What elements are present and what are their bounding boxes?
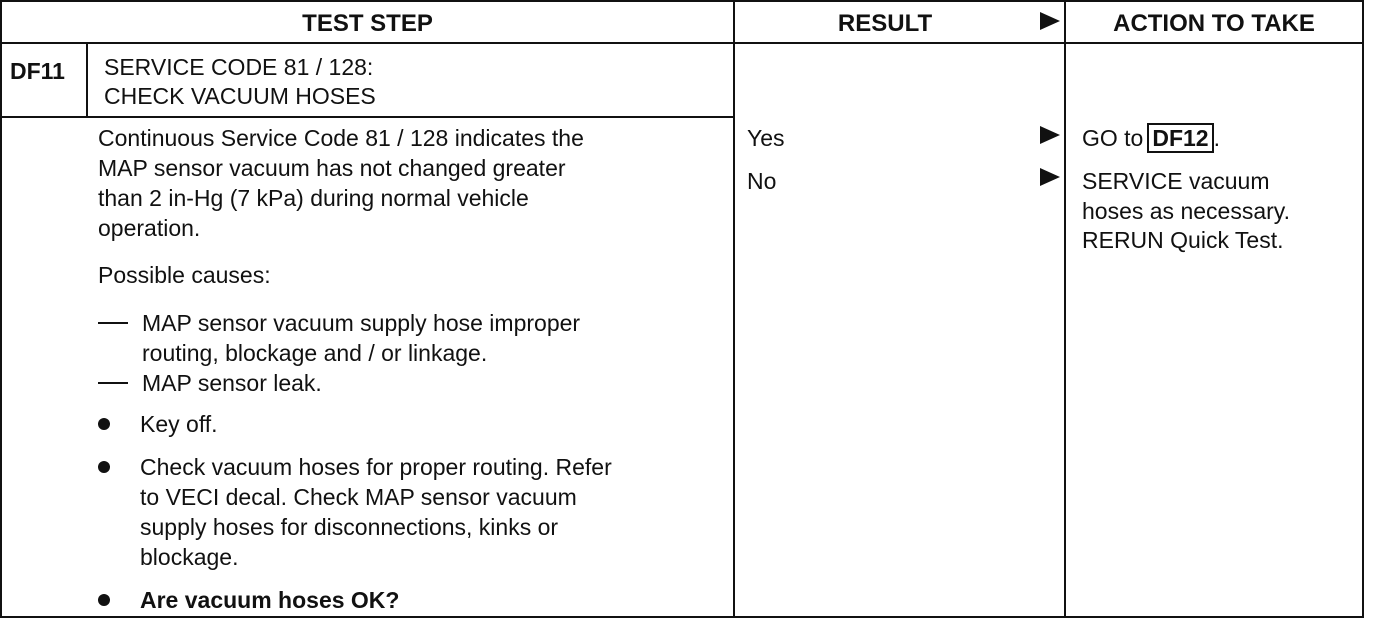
step-title-bottom-border — [0, 116, 734, 118]
bullet-icon — [98, 594, 110, 606]
description-line: MAP sensor vacuum has not changed greater — [98, 155, 566, 181]
description-line: Continuous Service Code 81 / 128 indicates the — [98, 125, 584, 151]
header-bottom-border — [0, 42, 1364, 44]
step-title-line1: SERVICE CODE 81 / 128: — [104, 54, 374, 80]
cause-line: routing, blockage and / or linkage. — [142, 340, 488, 366]
action-yes-suffix: . — [1213, 125, 1220, 151]
action-yes-ref-link[interactable]: DF12 — [1147, 123, 1213, 153]
action-no-line: RERUN Quick Test. — [1082, 227, 1284, 253]
table-bottom-border — [0, 616, 1364, 618]
action-yes — [1082, 123, 1220, 153]
step-line: supply hoses for disconnections, kinks or — [140, 514, 559, 540]
action-yes-prefix: GO to — [1082, 125, 1144, 151]
possible-causes-label: Possible causes: — [98, 262, 271, 288]
step-question: Are vacuum hoses OK? — [140, 587, 400, 613]
step-id: DF11 — [10, 58, 65, 84]
table-left-border — [0, 0, 2, 618]
step-title-line2: CHECK VACUUM HOSES — [104, 83, 376, 109]
no-arrow-icon — [1040, 168, 1060, 186]
header-result: RESULT — [837, 10, 933, 37]
header-arrow-icon — [1040, 12, 1060, 30]
bullet-icon — [98, 418, 110, 430]
action-column-divider — [1064, 0, 1066, 618]
dash-icon — [98, 382, 128, 384]
result-column-divider — [733, 0, 735, 618]
header-action: ACTION TO TAKE — [1113, 10, 1315, 37]
bullet-icon — [98, 461, 110, 473]
cause-line: MAP sensor leak. — [142, 370, 322, 396]
step-line: blockage. — [140, 544, 239, 570]
step-line: Key off. — [140, 411, 218, 437]
result-yes: Yes — [747, 125, 785, 151]
cause-line: MAP sensor vacuum supply hose improper — [142, 310, 581, 336]
result-no: No — [747, 168, 777, 194]
table-right-border — [1362, 0, 1364, 618]
step-line: to VECI decal. Check MAP sensor vacuum — [140, 484, 577, 510]
step-line: Check vacuum hoses for proper routing. Refer — [140, 454, 612, 480]
dash-icon — [98, 322, 128, 324]
header-test-step: TEST STEP — [302, 10, 433, 37]
step-id-divider — [86, 42, 88, 118]
action-no-line: SERVICE vacuum — [1082, 168, 1270, 194]
yes-arrow-icon — [1040, 126, 1060, 144]
action-no-line: hoses as necessary. — [1082, 198, 1290, 224]
description-line: operation. — [98, 215, 201, 241]
description-line: than 2 in-Hg (7 kPa) during normal vehicle — [98, 185, 529, 211]
